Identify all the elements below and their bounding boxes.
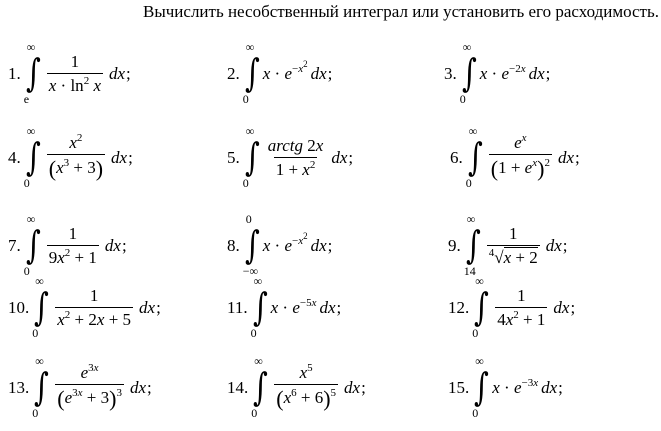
problem-9: 9. ∫ ∞ 14 $\frac{1}{^4√x + 2}$ dx ; [448,212,568,278]
integrand-fraction: $\frac{1}{x \cdot \ln^2 x}$ [48,51,101,95]
differential: dx [344,377,361,397]
differential: dx [319,297,336,317]
problem-number: 8. [227,235,240,255]
integrand: $x \cdot e^{-5x}$ [270,296,317,317]
integrand: $x \cdot e^{-x^2}$ [262,59,308,83]
page-title: Вычислить несобственный интеграл или установить его расходимость. [142,2,659,21]
integrand-fraction: $\frac{1}{^4√x + 2}$ [488,223,538,267]
integral-sign: ∫ ∞ 0 [251,354,269,420]
integrand-fraction: $\frac{e^{3x}}{(e^{3x} + 3)^3}$ [57,362,122,411]
problem-number: 6. [450,147,463,167]
integral-sign: ∫ ∞ 0 [23,212,41,278]
problem-number: 4. [8,147,21,167]
problem-number: 2. [227,63,240,83]
integrand-fraction: $\frac{x^2}{(x^3 + 3)}$ [48,132,104,181]
problem-3: 3. ∫ ∞ 0 $x \cdot e^{-2x}$ dx ; [444,40,551,106]
differential: dx [557,147,574,167]
problem-12: 12. ∫ ∞ 0 $\frac{1}{4x^2 + 1}$ dx ; [448,274,576,340]
problem-5: 5. ∫ ∞ 0 $\frac{\text{arctg 2x}}{1 + x^2}$ dx ; [227,124,354,190]
integral-sign: ∫ ∞ e [23,40,41,106]
differential: dx [104,235,121,255]
integral-sign: ∫ 0 −∞ [242,212,260,278]
integrand-fraction: $\frac{1}{4x^2 + 1}$ [497,285,546,329]
integrand-fraction: $\frac{e^x}{(1 + e^x)^2}$ [490,132,550,181]
integral-sign: ∫ ∞ 0 [32,354,50,420]
differential: dx [111,147,128,167]
problem-8: 8. ∫ 0 −∞ $x \cdot e^{-x^2}$ dx ; [227,212,333,278]
problem-7: 7. ∫ ∞ 0 $\frac{1}{9x^2 + 1}$ dx ; [8,212,127,278]
problem-number: 12. [448,297,470,317]
problem-number: 14. [227,377,249,397]
problem-1: 1. ∫ ∞ e $\frac{1}{x \cdot \ln^2 x}$ dx ; [8,40,131,106]
problem-number: 3. [444,63,457,83]
problem-number: 13. [8,377,30,397]
problem-number: 9. [448,235,461,255]
problem-15: 15. ∫ ∞ 0 $x \cdot e^{-3x}$ dx ; [448,354,563,420]
differential: dx [310,235,327,255]
integral-sign: ∫ ∞ 0 [242,40,260,106]
integral-sign: ∫ ∞ 0 [472,354,490,420]
problem-14: 14. ∫ ∞ 0 $\frac{x^5}{(x^6 + 6)^5}$ dx ; [227,354,366,420]
integral-sign: ∫ ∞ 0 [250,274,268,340]
integral-sign: ∫ ∞ 0 [459,40,477,106]
integral-sign: ∫ ∞ 0 [23,124,41,190]
integrand: $x \cdot e^{-x^2}$ [262,231,308,255]
problem-4: 4. ∫ ∞ 0 $\frac{x^2}{(x^3 + 3)}$ dx ; [8,124,133,190]
integral-sign: ∫ ∞ 0 [32,274,50,340]
problem-6: 6. ∫ ∞ 0 $\frac{e^x}{(1 + e^x)^2}$ dx ; [450,124,580,190]
differential: dx [553,297,570,317]
differential: dx [545,235,562,255]
integral-sign: ∫ ∞ 0 [465,124,483,190]
problem-number: 7. [8,235,21,255]
differential: dx [310,63,327,83]
integrand-fraction: $\frac{x^5}{(x^6 + 6)^5}$ [276,362,337,411]
differential: dx [129,377,146,397]
integrand-fraction: $\frac{\text{arctg 2x}}{1 + x^2}$ [267,135,324,179]
integrand-fraction: $\frac{1}{x^2 + 2x + 5}$ [57,285,132,329]
integrand-fraction: $\frac{1}{9x^2 + 1}$ [48,223,97,267]
differential: dx [139,297,156,317]
problem-10: 10. ∫ ∞ 0 $\frac{1}{x^2 + 2x + 5}$ dx ; [8,274,161,340]
integrand: $x \cdot e^{-2x}$ [479,62,526,83]
integrand: $x \cdot e^{-3x}$ [492,376,539,397]
differential: dx [331,147,348,167]
differential: dx [528,63,545,83]
problem-2: 2. ∫ ∞ 0 $x \cdot e^{-x^2}$ dx ; [227,40,333,106]
problem-number: 11. [227,297,248,317]
integral-sign: ∫ ∞ 0 [242,124,260,190]
problem-13: 13. ∫ ∞ 0 $\frac{e^{3x}}{(e^{3x} + 3)^3}$ dx ; [8,354,152,420]
differential: dx [541,377,558,397]
differential: dx [108,63,126,83]
problem-11: 11. ∫ ∞ 0 $x \cdot e^{-5x}$ dx ; [227,274,342,340]
integral-sign: ∫ ∞ 0 [472,274,490,340]
problem-number: 15. [448,377,470,397]
problem-number: 10. [8,297,30,317]
problem-number: 5. [227,147,240,167]
problem-number: 1. [8,63,21,83]
integral-sign: ∫ ∞ 14 [463,212,481,278]
